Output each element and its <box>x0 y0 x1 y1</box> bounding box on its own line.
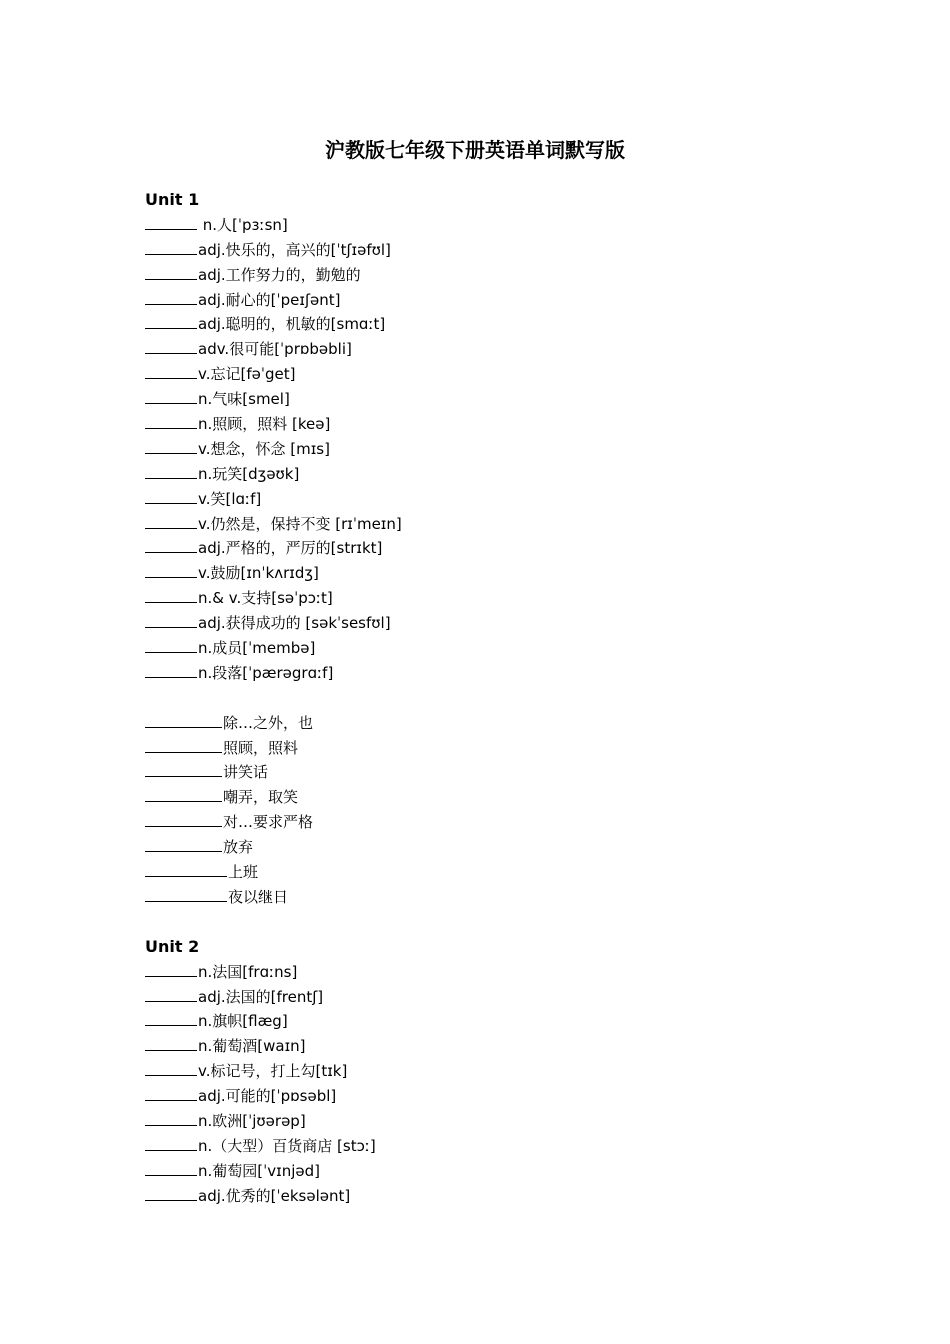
word-item: v.笑[lɑːf] <box>145 487 845 512</box>
answer-blank[interactable] <box>145 214 197 230</box>
answer-blank[interactable] <box>145 836 222 852</box>
word-item: n.（大型）百货商店 [stɔː] <box>145 1134 845 1159</box>
document-content <box>145 188 845 1209</box>
answer-blank[interactable] <box>145 1035 197 1051</box>
word-item: n.葡萄酒[waɪn] <box>145 1034 845 1059</box>
answer-blank[interactable] <box>145 861 227 877</box>
answer-blank[interactable] <box>145 463 197 479</box>
answer-blank[interactable] <box>145 712 222 728</box>
answer-blank[interactable] <box>145 761 222 777</box>
phrase-item: 照顾，照料 <box>145 736 845 761</box>
answer-blank[interactable] <box>145 1135 197 1151</box>
answer-blank[interactable] <box>145 289 197 305</box>
phrase-item: 上班 <box>145 860 845 885</box>
word-item: v.标记号，打上勾[tɪk] <box>145 1059 845 1084</box>
answer-blank[interactable] <box>145 1010 197 1026</box>
word-item: n.成员[ˈmembə] <box>145 636 845 661</box>
word-item: n.照顾，照料 [keə] <box>145 412 845 437</box>
word-item: n.段落[ˈpærəgrɑːf] <box>145 661 845 686</box>
answer-blank[interactable] <box>145 363 197 379</box>
word-item: n.玩笑[dʒəʊk] <box>145 462 845 487</box>
phrase-item: 对…要求严格 <box>145 810 845 835</box>
phrase-item: 夜以继日 <box>145 885 845 910</box>
answer-blank[interactable] <box>145 562 197 578</box>
word-item: adj.可能的[ˈpɒsəbl] <box>145 1084 845 1109</box>
word-item: adj.耐心的[ˈpeɪʃənt] <box>145 288 845 313</box>
unit-heading: Unit 1 <box>145 190 200 209</box>
answer-blank[interactable] <box>145 587 197 603</box>
section-spacer <box>145 910 845 935</box>
answer-blank[interactable] <box>145 637 197 653</box>
answer-blank[interactable] <box>145 313 197 329</box>
answer-blank[interactable] <box>145 612 197 628</box>
answer-blank[interactable] <box>145 1085 197 1101</box>
answer-blank[interactable] <box>145 239 197 255</box>
answer-blank[interactable] <box>145 1185 197 1201</box>
word-item: adj.获得成功的 [səkˈsesfʊl] <box>145 611 845 636</box>
word-item: n.人[ˈpɜːsn] <box>145 213 845 238</box>
answer-blank[interactable] <box>145 737 222 753</box>
answer-blank[interactable] <box>145 986 197 1002</box>
word-item: adj.严格的，严厉的[strɪkt] <box>145 536 845 561</box>
answer-blank[interactable] <box>145 438 197 454</box>
answer-blank[interactable] <box>145 662 197 678</box>
answer-blank[interactable] <box>145 388 197 404</box>
section-spacer <box>145 686 845 711</box>
answer-blank[interactable] <box>145 413 197 429</box>
word-item: adj.聪明的，机敏的[smɑːt] <box>145 312 845 337</box>
answer-blank[interactable] <box>145 488 197 504</box>
answer-blank[interactable] <box>145 1110 197 1126</box>
phrase-item: 讲笑话 <box>145 760 845 785</box>
phrase-item: 放弃 <box>145 835 845 860</box>
word-item: adj.快乐的，高兴的[ˈtʃɪəfʊl] <box>145 238 845 263</box>
word-item: adj.工作努力的，勤勉的 <box>145 263 845 288</box>
answer-blank[interactable] <box>145 264 197 280</box>
word-item: n.& v.支持[səˈpɔːt] <box>145 586 845 611</box>
word-item: n.旗帜[flæg] <box>145 1009 845 1034</box>
answer-blank[interactable] <box>145 1160 197 1176</box>
document-title: 沪教版七年级下册英语单词默写版 <box>325 138 625 162</box>
answer-blank[interactable] <box>145 338 197 354</box>
word-item: adv.很可能[ˈprɒbəbli] <box>145 337 845 362</box>
word-item: n.欧洲[ˈjʊərəp] <box>145 1109 845 1134</box>
phrase-item: 除…之外，也 <box>145 711 845 736</box>
word-item: v.想念，怀念 [mɪs] <box>145 437 845 462</box>
word-item: adj.优秀的[ˈeksələnt] <box>145 1184 845 1209</box>
answer-blank[interactable] <box>145 811 222 827</box>
answer-blank[interactable] <box>145 1060 197 1076</box>
word-item: n.葡萄园[ˈvɪnjəd] <box>145 1159 845 1184</box>
answer-blank[interactable] <box>145 537 197 553</box>
answer-blank[interactable] <box>145 961 197 977</box>
unit-heading: Unit 2 <box>145 936 200 956</box>
word-item: n.法国[frɑːns] <box>145 960 845 985</box>
answer-blank[interactable] <box>145 886 227 902</box>
word-item: adj.法国的[frentʃ] <box>145 985 845 1010</box>
answer-blank[interactable] <box>145 786 222 802</box>
word-item: v.忘记[fəˈget] <box>145 362 845 387</box>
phrase-item: 嘲弄，取笑 <box>145 785 845 810</box>
word-item: n.气味[smel] <box>145 387 845 412</box>
word-item: v.鼓励[ɪnˈkʌrɪdʒ] <box>145 561 845 586</box>
word-item: v.仍然是，保持不变 [rɪˈmeɪn] <box>145 512 845 537</box>
answer-blank[interactable] <box>145 513 197 529</box>
